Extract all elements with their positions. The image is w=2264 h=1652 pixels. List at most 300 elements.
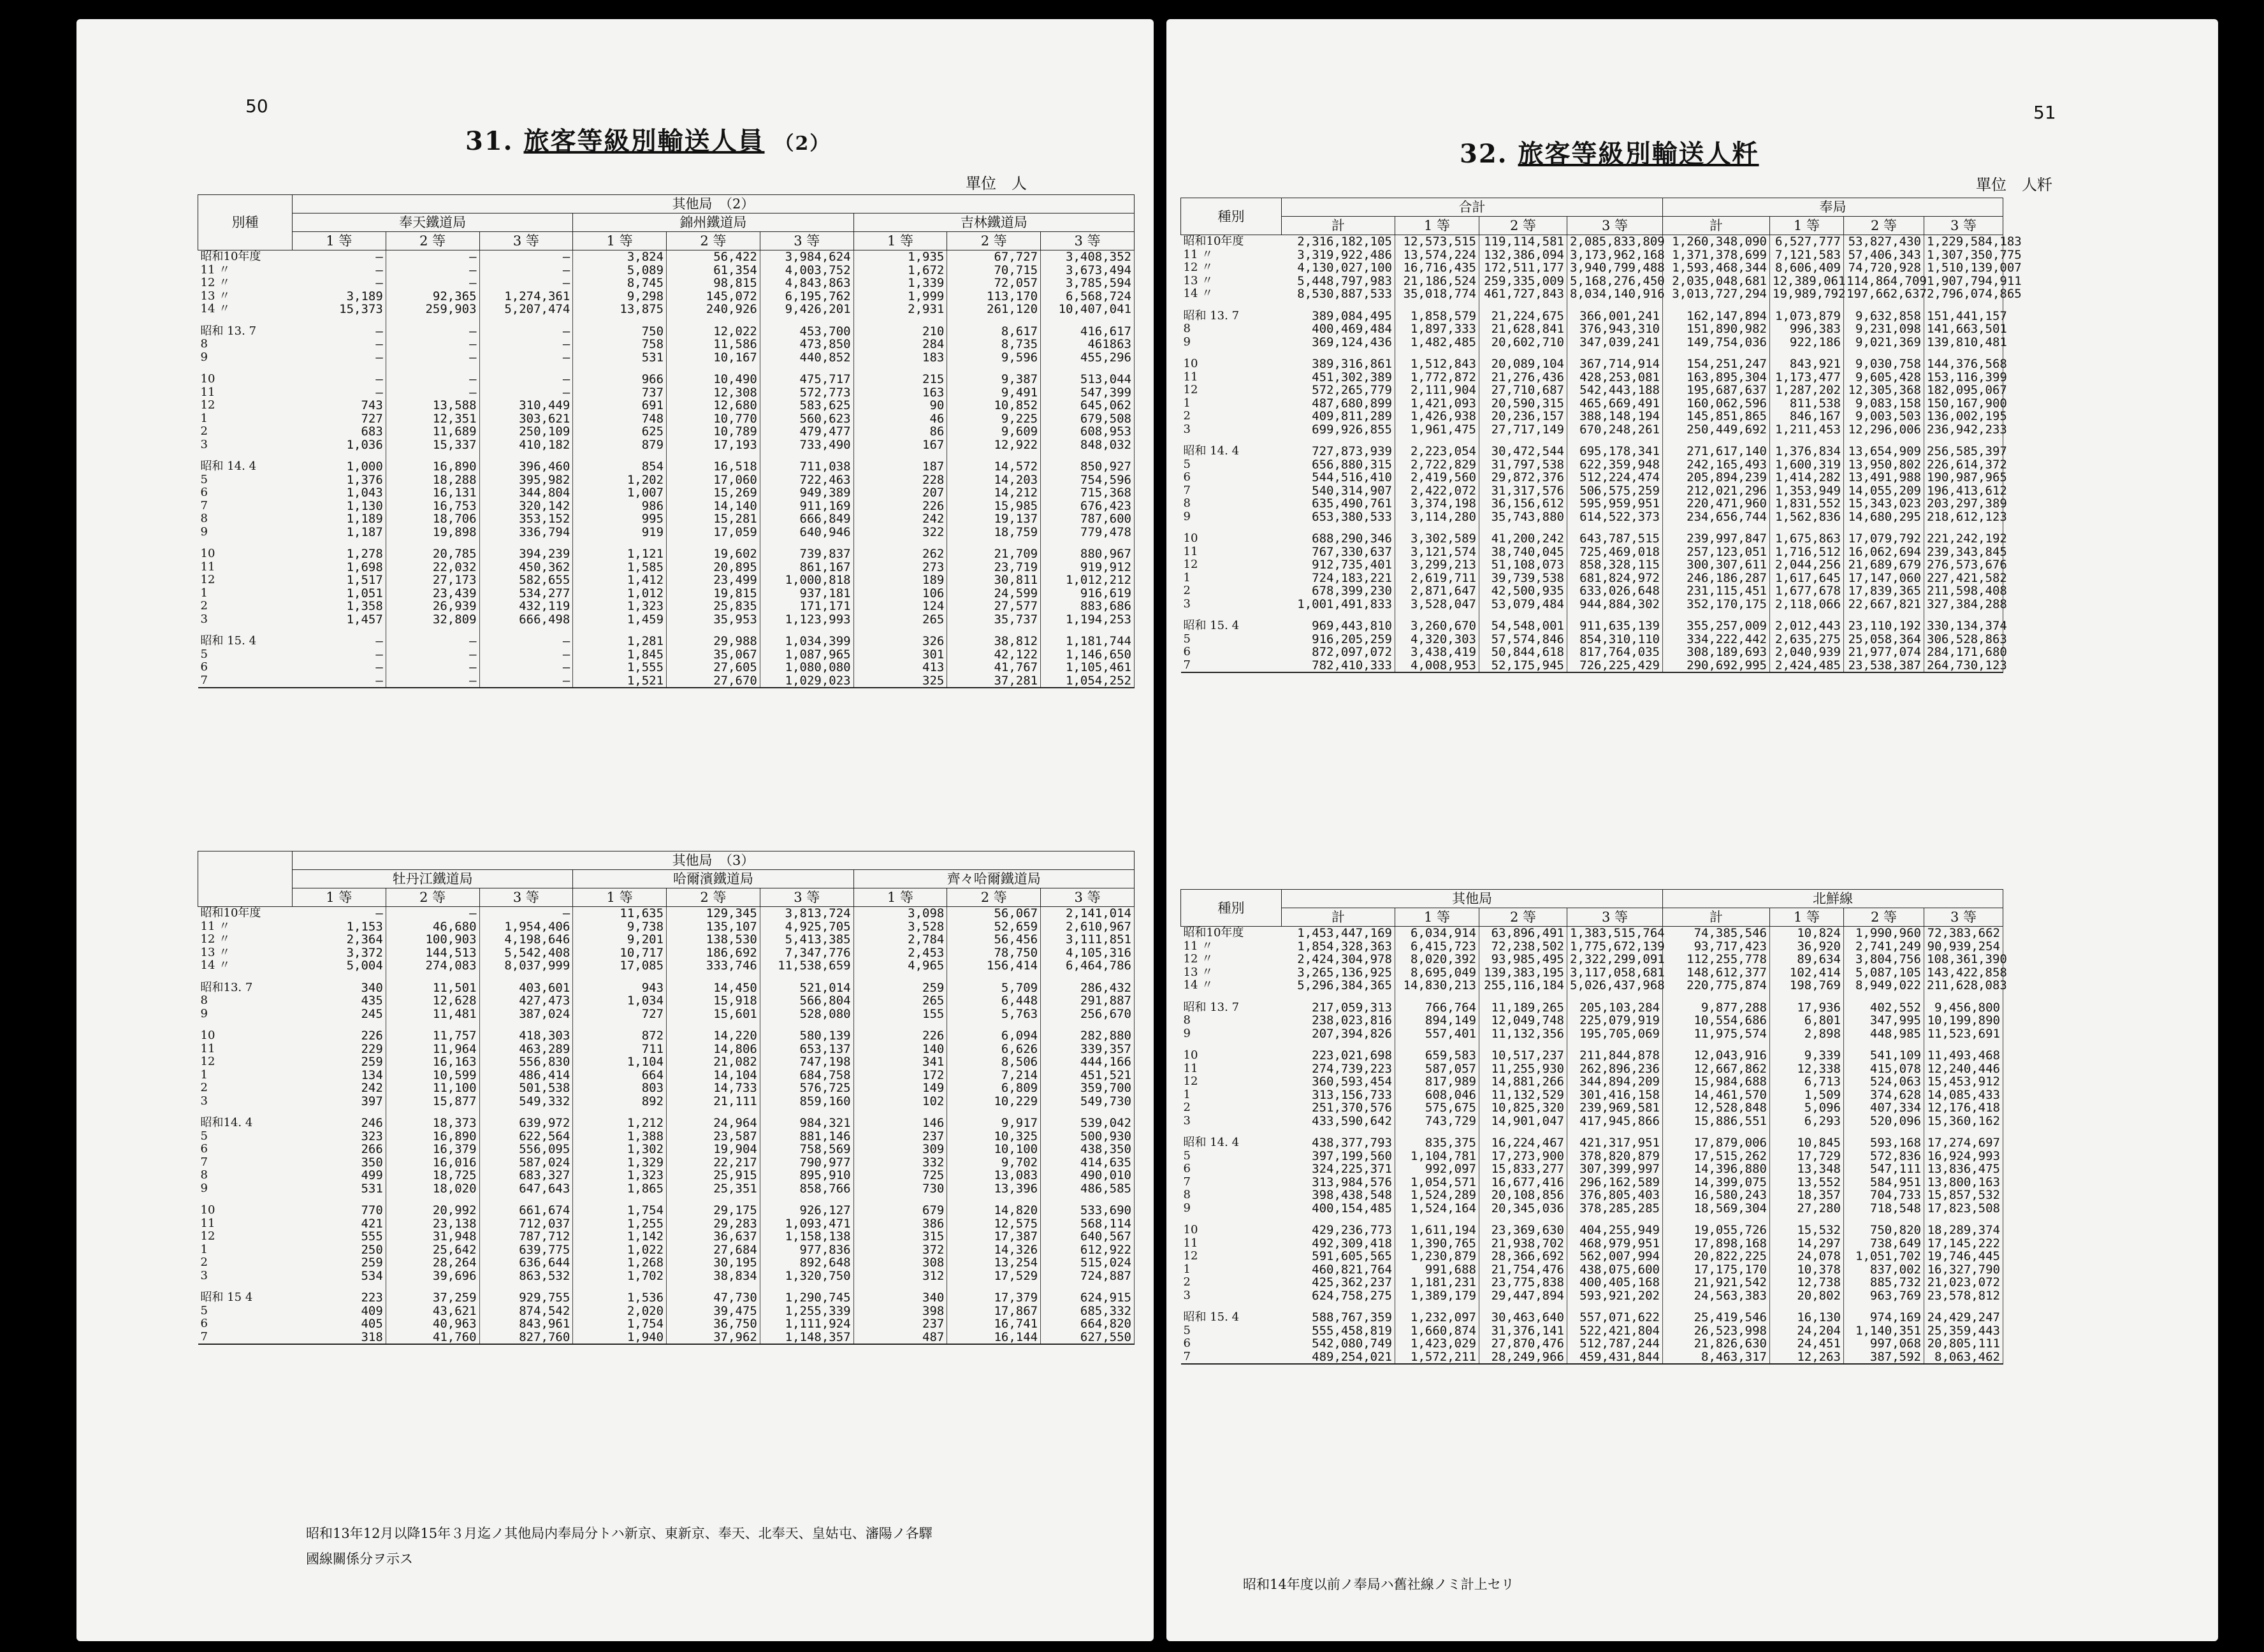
data-cell: 144,376,568 [1924,358,2003,371]
data-cell: 727 [293,412,386,426]
data-cell: 11,757 [386,1029,479,1043]
spacer-cell [1282,523,1395,532]
page-title [465,121,830,157]
row-label: 昭和10年度 [1183,926,1244,939]
data-cell: 37,259 [386,1291,479,1305]
data-cell: 415,078 [1844,1062,1924,1076]
data-cell: 344,894,209 [1567,1075,1663,1089]
data-cell: 265 [853,613,947,627]
data-cell: 1,189 [293,512,386,526]
data-cell: 743 [293,399,386,412]
table-row [1181,1150,2003,1163]
data-cell: 93,985,495 [1479,953,1567,966]
data-cell: 17,175,170 [1663,1263,1770,1277]
spacer-row [1181,1127,2003,1136]
row-label: 昭和 15. 4 [1183,619,1240,632]
data-cell: 1,940 [573,1331,667,1345]
spacer-cell [1663,992,1770,1001]
right-page [1166,19,2218,1641]
row-label: 昭和 14. 4 [200,460,257,473]
data-cell: 3,785,594 [1041,277,1135,290]
table-row [1181,235,2003,249]
data-cell: 758,569 [760,1143,853,1156]
data-cell: 11,481 [386,1008,479,1021]
spacer-cell [1479,1302,1567,1311]
data-cell: 730 [853,1182,947,1196]
data-cell: 14,820 [947,1204,1041,1217]
data-cell: 20,895 [667,561,760,574]
data-cell: 398,438,548 [1282,1189,1395,1202]
row-label: 3 [1183,422,1191,436]
data-cell: 27,870,476 [1479,1337,1567,1351]
row-label: 11 [200,1041,215,1055]
data-cell: 4,003,752 [760,264,853,277]
row-label: 8 [1183,1188,1191,1201]
row-label: 7 [1183,483,1191,497]
spacer-cell [947,539,1041,547]
spacer-cell [1663,1302,1770,1311]
class-header: 2 等 [667,888,760,907]
unit-label: 單位 人 [966,175,1027,192]
data-cell: 608,046 [1395,1089,1479,1102]
table-row [1181,249,2003,262]
data-cell: 18,357 [1770,1189,1844,1202]
footnote-line: 昭和14年度以前ノ奉局ハ舊社線ノミ計上セリ [1243,1577,1514,1592]
spacer-cell [293,1108,386,1117]
data-cell: 18,288 [386,474,479,487]
data-cell: 1,043 [293,486,386,500]
row-label: 10 [1183,532,1198,545]
row-label: 12 [200,398,215,412]
data-cell: 459,431,844 [1567,1351,1663,1365]
data-cell: 555,458,819 [1282,1324,1395,1338]
row-label: 11 〃 [200,919,231,933]
data-cell: 1,229,584,183 [1924,235,2003,249]
row-label: 12 〃 [200,932,231,946]
spacer-cell [479,626,573,635]
data-cell: 240,926 [667,303,760,316]
data-cell: 144,513 [386,946,479,960]
row-label: 5 [1183,457,1191,471]
data-cell: 187 [853,460,947,474]
data-cell: 27,717,149 [1479,423,1567,437]
data-cell: 10,100 [947,1143,1041,1156]
data-cell: 699,926,855 [1282,423,1395,437]
data-cell: 2,316,182,105 [1282,235,1395,249]
spacer-cell [1282,1215,1395,1224]
data-cell: 36,637 [667,1230,760,1243]
data-cell: 405 [293,1317,386,1331]
data-cell: 284,171,680 [1924,646,2003,659]
data-cell: 189 [853,574,947,587]
data-cell: 1,865 [573,1182,667,1196]
spacer-cell [198,1020,293,1029]
data-cell: 572,773 [760,386,853,400]
data-cell: 3,374,198 [1395,497,1479,511]
data-cell: 2,111,904 [1395,384,1479,397]
data-cell: 256,670 [1041,1008,1135,1021]
data-cell: 14,881,266 [1479,1075,1567,1089]
data-cell: 6,195,762 [760,290,853,303]
data-cell: — [293,277,386,290]
data-cell: 892 [573,1095,667,1108]
data-cell: 1,512,843 [1395,358,1479,371]
data-cell: 5,709 [947,982,1041,995]
data-cell: 39,696 [386,1270,479,1283]
data-cell: 500,930 [1041,1130,1135,1143]
data-cell: 6,415,723 [1395,940,1479,953]
table-row [198,373,1135,386]
data-cell: 3,528,047 [1395,598,1479,611]
data-cell: 3,265,136,925 [1282,966,1395,980]
table-row [1181,497,2003,511]
spacer-cell [853,364,947,373]
data-cell: 400,154,485 [1282,1202,1395,1215]
data-cell: 542,443,188 [1567,384,1663,397]
data-cell: 19,989,792 [1770,287,1844,301]
data-cell: 353,152 [479,512,573,526]
data-cell: 29,175 [667,1204,760,1217]
data-cell: 20,345,036 [1479,1202,1567,1215]
table-row [1181,371,2003,384]
data-cell: 217,059,313 [1282,1001,1395,1015]
data-cell: 428,253,081 [1567,371,1663,384]
data-cell: 15,985 [947,500,1041,513]
spacer-cell [1844,349,1924,358]
group-title: 其他局 （3） [293,851,1135,870]
table-row [1181,1176,2003,1189]
data-cell: 239,343,845 [1924,546,2003,559]
data-cell: 580,139 [760,1029,853,1043]
data-cell: — [479,648,573,662]
data-cell: 46,680 [386,920,479,934]
data-cell: 72,057 [947,277,1041,290]
data-cell: 727,873,939 [1282,445,1395,458]
spacer-cell [479,1108,573,1117]
data-cell: 72,383,662 [1924,927,2003,940]
data-cell: 259 [293,1055,386,1069]
group-header: 合計 [1282,198,1663,217]
data-cell: 17,898,168 [1663,1237,1770,1250]
spacer-cell [1567,523,1663,532]
row-label: 昭和 15. 4 [1183,1310,1240,1324]
class-header: 計 [1663,217,1770,235]
class-header: 計 [1663,908,1770,927]
data-cell: 461863 [1041,338,1135,351]
data-cell: 489,254,021 [1282,1351,1395,1365]
data-cell: 486,414 [479,1069,573,1082]
class-header: 計 [1282,908,1395,927]
data-cell: 926,127 [760,1204,853,1217]
data-cell: 1,672 [853,264,947,277]
data-cell: 205,894,239 [1663,471,1770,484]
data-cell: 1,412 [573,574,667,587]
row-label: 昭和10年度 [200,250,261,263]
data-cell: 397 [293,1095,386,1108]
data-cell: 308 [853,1256,947,1270]
data-cell: 685,332 [1041,1305,1135,1318]
data-cell: 9,298 [573,290,667,303]
data-cell: 766,764 [1395,1001,1479,1015]
spacer-cell [386,364,479,373]
row-label: 6 [200,1317,208,1330]
data-cell: 2,619,711 [1395,572,1479,585]
data-cell: 1,287,202 [1770,384,1844,397]
data-cell: 3,117,058,681 [1567,966,1663,980]
data-cell: 182,095,067 [1924,384,2003,397]
data-cell: 1,146,650 [1041,648,1135,662]
data-cell: — [386,325,479,338]
data-cell: 811,538 [1770,397,1844,410]
data-cell: 6,809 [947,1082,1041,1095]
spacer-cell [760,1282,853,1291]
data-cell: 17,085 [573,959,667,973]
data-cell: 10,199,890 [1924,1014,2003,1027]
data-cell: 226 [853,1029,947,1043]
data-cell: — [479,635,573,648]
data-cell: 132,386,094 [1479,249,1567,262]
data-cell: 11,132,356 [1479,1027,1567,1041]
spacer-cell [198,626,293,635]
row-label: 11 [1183,370,1198,384]
row-label: 6 [1183,470,1191,484]
row-label: 1 [1183,396,1191,410]
left-table-1 [198,194,1135,688]
data-cell: 506,575,259 [1567,484,1663,498]
spacer-cell [1041,451,1135,460]
data-cell: 245 [293,1008,386,1021]
data-cell: 11,255,930 [1479,1062,1567,1076]
row-label: 6 [200,1142,208,1156]
spacer-cell [386,1195,479,1204]
data-cell: 238,023,816 [1282,1014,1395,1027]
table-row [198,648,1135,662]
data-cell: 15,857,532 [1924,1189,2003,1202]
data-cell: 19,904 [667,1143,760,1156]
data-cell: 1,051,702 [1844,1250,1924,1263]
data-cell: 12,308 [667,386,760,400]
data-cell: 487 [853,1331,947,1345]
data-cell: 3,528 [853,920,947,934]
data-cell: 195,705,069 [1567,1027,1663,1041]
row-label: 10 [1183,357,1198,370]
data-cell: 1,562,836 [1770,511,1844,524]
data-cell: 2,741,249 [1844,940,1924,953]
data-cell: 389,084,495 [1282,310,1395,323]
data-cell: 19,602 [667,547,760,561]
row-label: 7 [1183,658,1191,672]
row-label: 昭和 15. 4 [200,634,257,648]
spacer-cell [1282,992,1395,1001]
data-cell: 172,511,177 [1479,261,1567,275]
data-cell: 1,990,960 [1844,927,1924,940]
data-cell: 1,371,378,699 [1663,249,1770,262]
data-cell: 861,167 [760,561,853,574]
data-cell: 207,394,826 [1282,1027,1395,1041]
spacer-cell [1770,1302,1844,1311]
spacer-cell [1395,992,1479,1001]
data-cell: 3,260,670 [1395,620,1479,633]
data-cell: 134 [293,1069,386,1082]
spacer-cell [198,973,293,982]
spacer-cell [1844,1127,1924,1136]
class-header: 1 等 [1770,908,1844,927]
table-row [1181,1311,2003,1324]
data-cell: 627,550 [1041,1331,1135,1345]
data-cell: 10,599 [386,1069,479,1082]
data-cell: 307,399,997 [1567,1163,1663,1176]
data-cell: 16,379 [386,1143,479,1156]
data-cell: 13,396 [947,1182,1041,1196]
data-cell: 879 [573,438,667,452]
data-cell: 340 [293,982,386,995]
data-cell: 782,410,333 [1282,659,1395,673]
class-header: 3 等 [760,888,853,907]
data-cell: 23,439 [386,587,479,600]
data-cell: 234,656,744 [1663,511,1770,524]
bureau-header: 吉林鐵道局 [853,214,1134,232]
spacer-cell [1041,1108,1135,1117]
spacer-cell [947,626,1041,635]
data-cell: 16,163 [386,1055,479,1069]
data-cell: 3,408,352 [1041,250,1135,264]
data-cell: 1,524,164 [1395,1202,1479,1215]
spacer-cell [1395,1040,1479,1049]
table-row [198,1156,1135,1170]
data-cell: 155 [853,1008,947,1021]
spacer-cell [293,973,386,982]
row-label: 12 [1183,1075,1198,1088]
row-label: 9 [200,525,208,539]
data-cell: 1,323 [573,1169,667,1182]
data-cell: 676,423 [1041,500,1135,513]
data-cell: 572,836 [1844,1150,1924,1163]
data-cell: 389,316,861 [1282,358,1395,371]
class-header: 3 等 [1924,217,2003,235]
data-cell: 156,414 [947,959,1041,973]
data-cell: 17,936 [1770,1001,1844,1015]
data-cell: 17,879,006 [1663,1136,1770,1150]
data-cell: 10,517,237 [1479,1049,1567,1062]
data-cell: 520,096 [1844,1115,1924,1128]
data-cell: 46 [853,412,947,426]
data-cell: 533,690 [1041,1204,1135,1217]
spacer-cell [1567,1040,1663,1049]
data-cell: 15,886,551 [1663,1115,1770,1128]
table-row [1181,1115,2003,1128]
table-row [1181,1351,2003,1365]
data-cell: 15,453,912 [1924,1075,2003,1089]
group-title: 其他局 （2） [293,195,1135,214]
data-cell: 22,032 [386,561,479,574]
data-cell: 1,260,348,090 [1663,235,1770,249]
data-cell: 3,173,962,168 [1567,249,1663,262]
data-cell: 386 [853,1217,947,1231]
table-row [1181,940,2003,953]
data-cell: 6,034,914 [1395,927,1479,940]
data-cell: 557,401 [1395,1027,1479,1041]
data-cell: 995 [573,512,667,526]
data-cell: 236,942,233 [1924,423,2003,437]
data-cell: 678,399,230 [1282,584,1395,598]
data-cell: 750 [573,325,667,338]
data-cell: 90,939,254 [1924,940,2003,953]
data-cell: — [479,373,573,386]
data-cell: 534,277 [479,587,573,600]
data-cell: 17,145,222 [1924,1237,2003,1250]
data-cell: 163 [853,386,947,400]
table-row [198,303,1135,316]
data-cell: 1,181,231 [1395,1276,1479,1289]
data-cell: 549,332 [479,1095,573,1108]
spacer-cell [1567,436,1663,445]
data-cell: 257,123,051 [1663,546,1770,559]
data-cell: 9,605,428 [1844,371,1924,384]
data-cell: — [386,351,479,365]
data-cell: 11,132,529 [1479,1089,1567,1102]
row-label: 9 [1183,1026,1191,1040]
spacer-cell [1395,436,1479,445]
table-row [198,674,1135,688]
footnote-line: 國線關係分ヲ示ス [306,1551,413,1567]
data-cell: 1,104 [573,1055,667,1069]
data-cell: 656,880,315 [1282,458,1395,472]
spacer-cell [386,1282,479,1291]
data-cell: 10,789 [667,425,760,438]
data-cell: 450,362 [479,561,573,574]
data-cell: 748 [573,412,667,426]
data-cell: 835,375 [1395,1136,1479,1150]
data-cell: 1,376 [293,474,386,487]
data-cell: 12,263 [1770,1351,1844,1365]
data-cell: 9,021,369 [1844,336,1924,349]
table-row [1181,1163,2003,1176]
spacer-cell [1770,1040,1844,1049]
spacer-row [198,1108,1135,1117]
data-cell: 1,140,351 [1844,1324,1924,1338]
table-row [1181,546,2003,559]
data-cell: 1,698 [293,561,386,574]
data-cell: 41,200,242 [1479,532,1567,546]
data-cell: 13,950,802 [1844,458,1924,472]
data-cell: 575,675 [1395,1101,1479,1115]
row-label: 12 〃 [1183,952,1214,966]
data-cell: 522,421,804 [1567,1324,1663,1338]
data-cell: 5,087,105 [1844,966,1924,980]
data-cell: 16,224,467 [1479,1136,1567,1150]
data-cell: 15,532 [1770,1224,1844,1237]
row-label: 12 [1183,1249,1198,1263]
footnote-line: 昭和13年12月以降15年３月迄ノ其他局内奉局分トハ新京、東新京、奉天、北奉天、皇姑屯、瀋陽ノ各驛 [306,1526,932,1541]
data-cell: 5,168,276,450 [1567,275,1663,288]
data-cell: — [386,386,479,400]
spacer-cell [1181,301,1282,310]
data-cell: 407,334 [1844,1101,1924,1115]
table-row [1181,1263,2003,1277]
data-cell: 1,187 [293,526,386,539]
table-row [198,920,1135,934]
data-cell: 10,325 [947,1130,1041,1143]
spacer-cell [1844,436,1924,445]
data-cell: 47,730 [667,1291,760,1305]
data-cell: 421,317,951 [1567,1136,1663,1150]
data-cell: 1,320,750 [760,1270,853,1283]
data-cell: 29,988 [667,635,760,648]
row-label: 11 [1183,544,1198,558]
data-cell: 251,370,576 [1282,1101,1395,1115]
data-cell: — [386,674,479,688]
data-cell: 25,351 [667,1182,760,1196]
